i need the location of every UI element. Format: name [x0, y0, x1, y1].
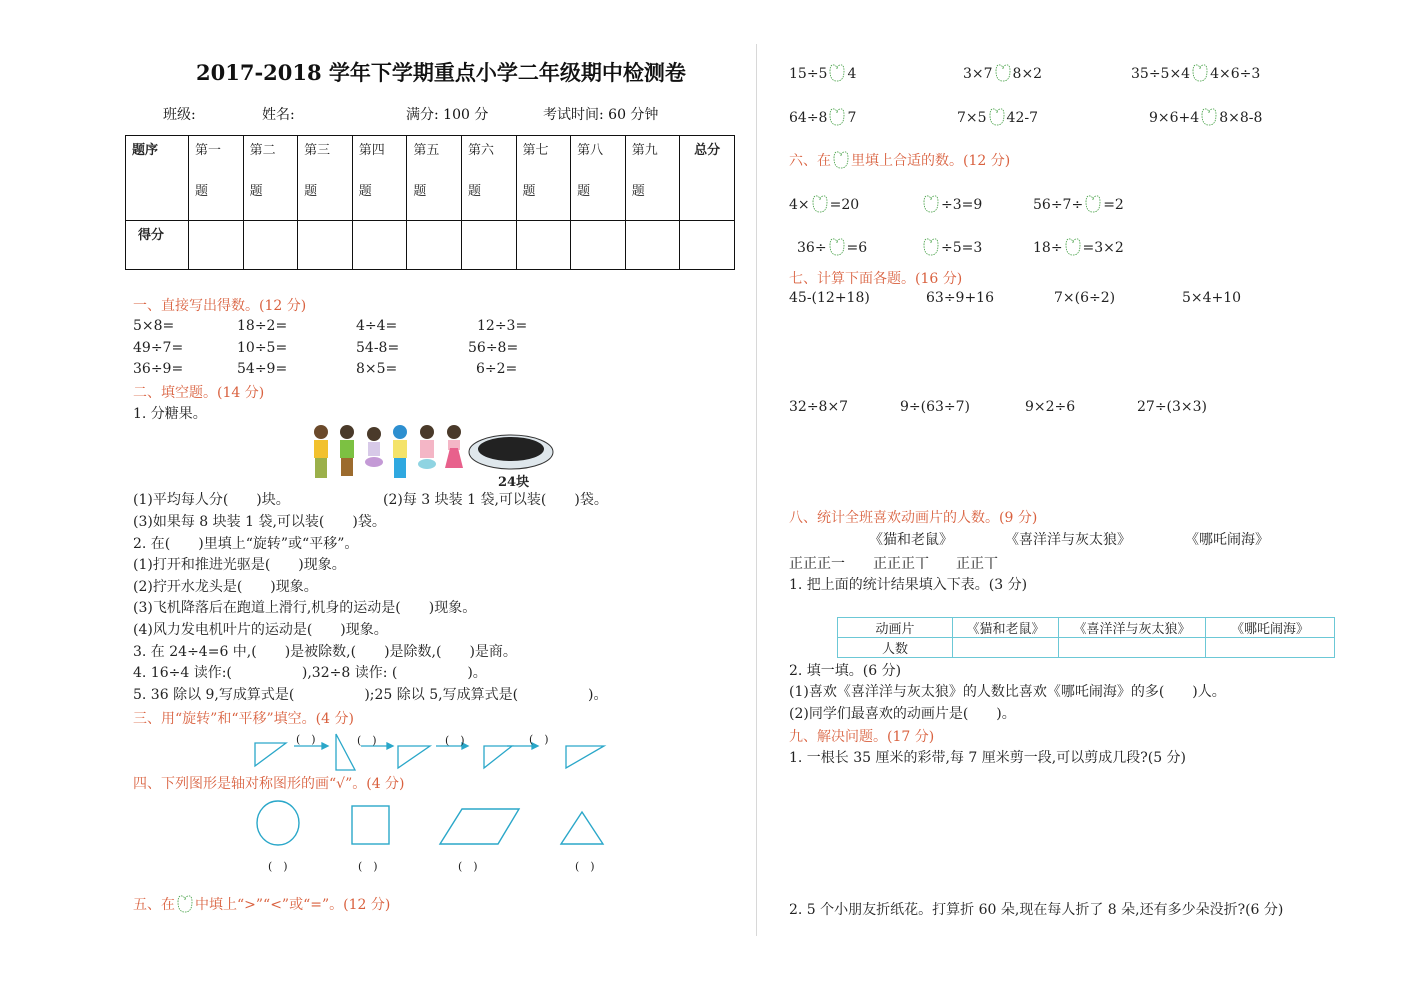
question: (1)平均每人分( )块。: [133, 492, 290, 508]
count-cell[interactable]: [1206, 638, 1335, 658]
table-header: 《喜洋洋与灰太狼》: [1059, 618, 1206, 638]
fill-item: ÷3=9: [921, 194, 982, 214]
blank-triangle[interactable]: ( ): [575, 860, 595, 873]
calc-problem: 5×4+10: [1182, 290, 1242, 306]
question: (4)风力发电机叶片的运动是( )现象。: [133, 622, 388, 638]
section1-heading: 一、直接写出得数。(12 分): [133, 298, 307, 314]
problem: 5×8=: [133, 318, 175, 334]
bubble-icon[interactable]: [921, 237, 941, 257]
section2-heading: 二、填空题。(14 分): [133, 385, 265, 401]
col-6: 第六 题: [461, 136, 516, 221]
col-2: 第二 题: [243, 136, 298, 221]
bubble-icon: [175, 894, 195, 914]
calc-problem: 9÷(63÷7): [900, 399, 971, 415]
question: (2)同学们最喜欢的动画片是( )。: [789, 706, 1016, 722]
score-cell[interactable]: [516, 221, 571, 270]
question: 1. 一根长 35 厘米的彩带,每 7 厘米剪一段,可以剪成几段?(5 分): [789, 750, 1187, 766]
candy-count-label: 24块: [498, 475, 530, 490]
name-label: 姓名:: [262, 107, 295, 123]
row-label: 人数: [838, 638, 953, 658]
section3-heading: 三、用“旋转”和“平移”填空。(4 分): [133, 711, 354, 727]
tally: 正正正丅: [873, 556, 929, 572]
question: 2. 5 个小朋友折纸花。打算折 60 朵,现在每人折了 8 朵,还有多少朵没折?(6 分): [789, 902, 1284, 918]
bubble-icon[interactable]: [827, 107, 847, 127]
cartoon-title: 《喜洋洋与灰太狼》: [1005, 532, 1131, 548]
section8-heading: 八、统计全班喜欢动画片的人数。(9 分): [789, 510, 1038, 526]
col-1: 第一 题: [188, 136, 243, 221]
question: 1. 把上面的统计结果填入下表。(3 分): [789, 577, 1028, 593]
section5-heading: 五、在 中填上“>”“<”或“=”。(12 分): [133, 894, 390, 914]
blank-circle[interactable]: ( ): [268, 860, 288, 873]
problem: 8×5=: [356, 361, 398, 377]
column-divider: [756, 44, 757, 936]
fill-item: 56÷7÷ =2: [1033, 194, 1124, 214]
fill-item: 36÷ =6: [797, 237, 867, 257]
circle-shape: [257, 801, 299, 845]
cartoon-count-table: [837, 617, 1335, 658]
cartoon-title: 《猫和老鼠》: [869, 532, 953, 548]
count-cell[interactable]: [953, 638, 1059, 658]
row-header-question: 题序: [126, 136, 189, 221]
table-header: 《哪吒闹海》: [1206, 618, 1335, 638]
problem: 6÷2=: [476, 361, 518, 377]
col-7: 第七 题: [516, 136, 571, 221]
bubble-icon[interactable]: [1199, 107, 1219, 127]
tally: 正正丅: [956, 556, 998, 572]
shapes-diagram: [250, 800, 610, 854]
square-shape: [352, 806, 389, 844]
score-cell-total[interactable]: [680, 221, 735, 270]
score-cell[interactable]: [407, 221, 462, 270]
score-cell[interactable]: [188, 221, 243, 270]
question: 2. 在( )里填上“旋转”或“平移”。: [133, 536, 359, 552]
question: 3. 在 24÷4=6 中,( )是被除数,( )是除数,( )是商。: [133, 644, 517, 660]
exam-time: 考试时间: 60 分钟: [543, 107, 659, 123]
problem: 4÷4=: [356, 318, 398, 334]
child-icon: [314, 425, 328, 478]
calc-problem: 45-(12+18): [789, 290, 870, 306]
question: 5. 36 除以 9,写成算式是( );25 除以 5,写成算式是( )。: [133, 687, 608, 703]
compare-item: 64÷8 7: [789, 107, 856, 127]
score-cell[interactable]: [571, 221, 626, 270]
calc-problem: 27÷(3×3): [1137, 399, 1208, 415]
col-3: 第三 题: [298, 136, 353, 221]
bubble-icon[interactable]: [810, 194, 830, 214]
fill-item: ÷5=3: [921, 237, 982, 257]
question: 2. 填一填。(6 分): [789, 663, 902, 679]
parallelogram-shape: [440, 809, 519, 844]
bubble-icon[interactable]: [827, 237, 847, 257]
problem: 12÷3=: [477, 318, 528, 334]
section9-heading: 九、解决问题。(17 分): [789, 729, 935, 745]
bubble-icon[interactable]: [1063, 237, 1083, 257]
section4-heading: 四、下列图形是轴对称图形的画“√”。(4 分): [133, 776, 405, 792]
table-header: 动画片: [838, 618, 953, 638]
calc-problem: 9×2÷6: [1025, 399, 1076, 415]
blank-square[interactable]: ( ): [358, 860, 378, 873]
bubble-icon[interactable]: [993, 63, 1013, 83]
problem: 10÷5=: [237, 340, 288, 356]
score-cell[interactable]: [461, 221, 516, 270]
row-header-score: 得分: [126, 221, 189, 270]
problem: 54-8=: [356, 340, 400, 356]
fill-item: 4× =20: [789, 194, 859, 214]
compare-item: 9×6+4 8×8-8: [1149, 107, 1262, 127]
problem: 54÷9=: [237, 361, 288, 377]
col-5: 第五 题: [407, 136, 462, 221]
triangle-shape: [561, 812, 603, 844]
bubble-icon[interactable]: [1083, 194, 1103, 214]
col-8: 第八 题: [571, 136, 626, 221]
score-cell[interactable]: [625, 221, 680, 270]
question: (3)飞机降落后在跑道上滑行,机身的运动是( )现象。: [133, 600, 477, 616]
question: (1)打开和推进光驱是( )现象。: [133, 557, 346, 573]
fill-item: 18÷ =3×2: [1033, 237, 1124, 257]
score-table: [125, 135, 735, 270]
question: (2)每 3 块装 1 袋,可以装( )袋。: [383, 492, 608, 508]
problem: 36÷9=: [133, 361, 184, 377]
blank-2[interactable]: ( ): [357, 734, 377, 747]
bubble-icon[interactable]: [987, 107, 1007, 127]
q-candy: 1. 分糖果。: [133, 406, 207, 422]
question: (1)喜欢《喜洋洋与灰太狼》的人数比喜欢《哪吒闹海》的多( )人。: [789, 684, 1226, 700]
table-header: 《猫和老鼠》: [953, 618, 1059, 638]
question: 4. 16÷4 读作:( ),32÷8 读作: ( )。: [133, 665, 487, 681]
question: (2)拧开水龙头是( )现象。: [133, 579, 318, 595]
page-title: 2017-2018 学年下学期重点小学二年级期中检测卷: [196, 60, 686, 85]
col-9: 第九 题: [625, 136, 680, 221]
compare-item: 15÷5 4: [789, 63, 856, 83]
score-cell[interactable]: [352, 221, 407, 270]
blank-1[interactable]: ( ): [296, 733, 316, 746]
count-cell[interactable]: [1059, 638, 1206, 658]
question: (3)如果每 8 块装 1 袋,可以装( )袋。: [133, 514, 386, 530]
problem: 49÷7=: [133, 340, 184, 356]
section7-heading: 七、计算下面各题。(16 分): [789, 271, 963, 287]
class-label: 班级:: [163, 107, 196, 123]
bubble-icon[interactable]: [921, 194, 941, 214]
problem: 56÷8=: [468, 340, 519, 356]
score-cell[interactable]: [298, 221, 353, 270]
blank-3[interactable]: ( ): [445, 734, 465, 747]
blank-4[interactable]: ( ): [529, 733, 549, 746]
score-cell[interactable]: [243, 221, 298, 270]
compare-item: 35÷5×4 4×6÷3: [1131, 63, 1260, 83]
compare-item: 3×7 8×2: [963, 63, 1042, 83]
bubble-icon[interactable]: [1190, 63, 1210, 83]
bubble-icon: [831, 150, 851, 170]
tally: 正正正一: [789, 556, 845, 572]
cartoon-title: 《哪吒闹海》: [1185, 532, 1269, 548]
problem: 18÷2=: [237, 318, 288, 334]
calc-problem: 7×(6÷2): [1054, 290, 1116, 306]
bubble-icon[interactable]: [827, 63, 847, 83]
calc-problem: 32÷8×7: [789, 399, 849, 415]
section6-heading: 六、在 里填上合适的数。(12 分): [789, 150, 1010, 170]
blank-parallelogram[interactable]: ( ): [458, 860, 478, 873]
calc-problem: 63÷9+16: [926, 290, 994, 306]
compare-item: 7×5 42-7: [957, 107, 1038, 127]
col-4: 第四 题: [352, 136, 407, 221]
full-score: 满分: 100 分: [406, 107, 489, 123]
col-total: 总分: [680, 136, 735, 221]
